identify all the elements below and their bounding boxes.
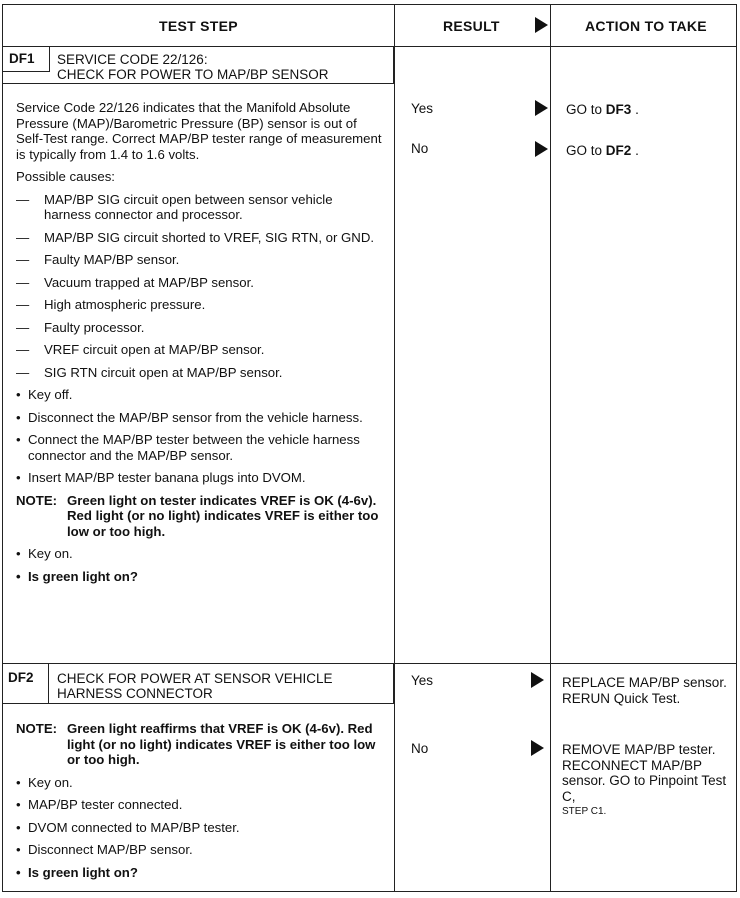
df1-cause-item: — Faulty MAP/BP sensor.: [16, 252, 382, 268]
df1-step-item: • Disconnect the MAP/BP sensor from the vehicle harness.: [16, 410, 382, 426]
df1-action-no-target: DF2: [605, 143, 632, 158]
df1-title-line2: CHECK FOR POWER TO MAP/BP SENSOR: [57, 67, 329, 82]
df1-action-no-suffix: .: [635, 143, 639, 158]
df1-cause-item: — SIG RTN circuit open at MAP/BP sensor.: [16, 365, 382, 381]
df2-action-no-step: STEP C1.: [562, 806, 607, 817]
df1-step-item: • Connect the MAP/BP tester between the vehicle harness connector and the MAP/BP sensor.: [16, 432, 382, 463]
df2-action-yes: REPLACE MAP/BP sensor. RERUN Quick Test.: [562, 675, 727, 706]
df2-title-line1: CHECK FOR POWER AT SENSOR VEHICLE: [57, 671, 333, 686]
df1-body: [16, 100, 382, 591]
df2-body: [16, 721, 382, 887]
df1-action-yes-suffix: .: [635, 102, 639, 117]
df1-cause-item: — VREF circuit open at MAP/BP sensor.: [16, 342, 382, 358]
df1-step-item: • Key off.: [16, 387, 382, 403]
df2-title: [57, 671, 333, 701]
df2-action-no: [562, 742, 730, 820]
df1-result-yes: Yes: [411, 101, 434, 116]
df1-code: DF1: [9, 51, 35, 66]
df2-step-item: • MAP/BP tester connected.: [16, 797, 382, 813]
df1-causes-label: Possible causes:: [16, 169, 115, 184]
df1-action-yes-prefix: GO to: [566, 102, 603, 117]
df1-cause-item: — Vacuum trapped at MAP/BP sensor.: [16, 275, 382, 291]
df2-title-line2: HARNESS CONNECTOR: [57, 686, 213, 701]
df1-cause-item: — MAP/BP SIG circuit shorted to VREF, SIG RTN, or GND.: [16, 230, 382, 246]
df2-step-item: • DVOM connected to MAP/BP tester.: [16, 820, 382, 836]
df1-cause-item: — Faulty processor.: [16, 320, 382, 336]
df1-result-no: No: [411, 141, 429, 156]
df1-action-yes: [566, 102, 639, 118]
header-result: RESULT: [443, 18, 500, 34]
df1-intro: Service Code 22/126 indicates that the Manifold Absolute Pressure (MAP)/Barometric Pressure (BP) sensor is out of Self-Test range. Correct MAP/BP tester range of measurement is typically from 1.4 to 1.6 volts.: [16, 100, 382, 162]
df1-action-no-prefix: GO to: [566, 143, 603, 158]
header-test-step: TEST STEP: [159, 18, 238, 34]
df1-note-label: NOTE:: [16, 492, 58, 508]
df1-title-line1: SERVICE CODE 22/126:: [57, 52, 208, 67]
df1-note: [16, 493, 382, 540]
df2-action-no-text: REMOVE MAP/BP tester. RECONNECT MAP/BP sensor. GO to Pinpoint Test C,: [562, 742, 727, 804]
df1-action-no: [566, 143, 639, 159]
header-action: ACTION TO TAKE: [585, 18, 707, 34]
df2-code: DF2: [8, 670, 34, 685]
df1-step-item: • Insert MAP/BP tester banana plugs into DVOM.: [16, 470, 382, 486]
df2-note: [16, 721, 382, 768]
df1-question: • Is green light on?: [16, 569, 382, 585]
df1-action-yes-target: DF3: [605, 102, 632, 117]
df1-no-arrow-icon: [535, 141, 548, 157]
df2-no-arrow-icon: [531, 740, 544, 756]
df1-title: [57, 52, 329, 82]
df2-step-item: • Disconnect MAP/BP sensor.: [16, 842, 382, 858]
column-divider-result: [394, 4, 395, 892]
df1-note-text: Green light on tester indicates VREF is OK (4-6v). Red light (or no light) indicates VREF is either too low or too high.: [67, 492, 379, 539]
df2-step-item: • Key on.: [16, 775, 382, 791]
df2-result-yes: Yes: [411, 673, 434, 688]
df2-note-text: Green light reaffirms that VREF is OK (4-6v). Red light (or no light) indicates VREF is either too low or too high.: [67, 721, 376, 767]
df1-yes-arrow-icon: [535, 100, 548, 116]
df2-note-label: NOTE:: [16, 721, 58, 736]
header-arrow-icon: [535, 17, 548, 33]
df2-result-no: No: [411, 741, 429, 756]
df1-step-key-on: • Key on.: [16, 546, 382, 562]
df2-yes-arrow-icon: [531, 672, 544, 688]
column-divider-action: [550, 4, 551, 892]
df1-cause-item: — MAP/BP SIG circuit open between sensor vehicle harness connector and processor.: [16, 192, 382, 223]
df1-cause-item: — High atmospheric pressure.: [16, 297, 382, 313]
df2-question: • Is green light on?: [16, 865, 382, 881]
